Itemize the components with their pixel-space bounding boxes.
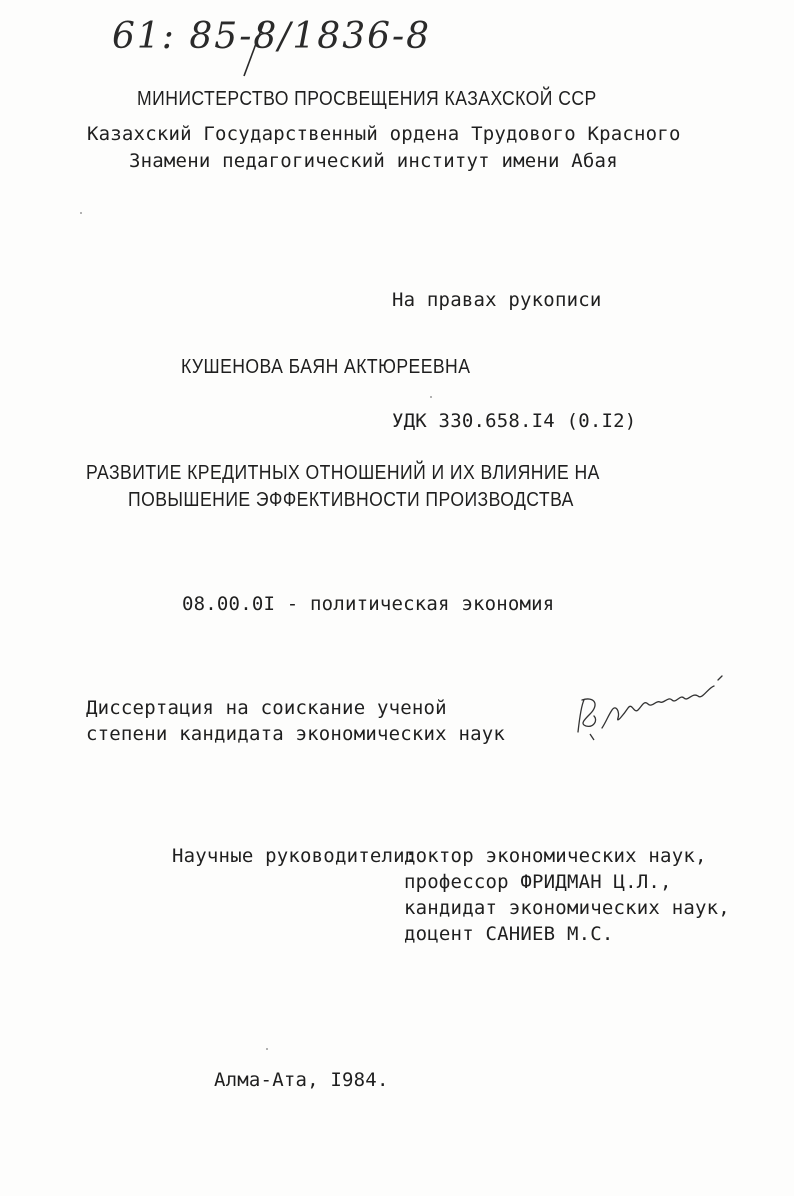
archive-code: 61: 85-8/1836-8: [112, 16, 432, 57]
supervisor-line-4: доцент САНИЕВ М.С.: [404, 923, 614, 945]
supervisor-line-1: доктор экономических наук,: [404, 845, 707, 867]
author-name: КУШЕНОВА БАЯН АКТЮРЕЕВНА: [181, 356, 471, 378]
supervisors-label: Научные руководители:: [172, 845, 417, 867]
supervisor-line-2: профессор ФРИДМАН Ц.Л.,: [404, 871, 672, 893]
title-line-1: РАЗВИТИЕ КРЕДИТНЫХ ОТНОШЕНИЙ И ИХ ВЛИЯНИЕ НА: [86, 462, 600, 484]
title-line-2: ПОВЫШЕНИЕ ЭФФЕКТИВНОСТИ ПРОИЗВОДСТВА: [128, 489, 574, 511]
scan-speck: [80, 212, 82, 214]
ministry-name: МИНИСТЕРСТВО ПРОСВЕЩЕНИЯ КАЗАХСКОЙ ССР: [137, 88, 597, 110]
rights-note: На правах рукописи: [392, 289, 602, 311]
specialty: 08.00.0I - политическая экономия: [182, 593, 555, 615]
dissertation-line-2: степени кандидата экономических наук: [86, 723, 506, 745]
place-year: Алма-Ата, I984.: [214, 1069, 389, 1091]
institute-line-2: Знамени педагогический институт имени Абая: [129, 150, 618, 172]
archive-code-slash: [238, 20, 268, 78]
dissertation-line-1: Диссертация на соискание ученой: [86, 697, 447, 719]
signature: [572, 674, 732, 744]
udc-code: УДК 330.658.I4 (0.I2): [392, 410, 637, 432]
institute-line-1: Казахский Государственный ордена Трудового Красного: [87, 123, 681, 145]
scan-speck: [266, 1048, 268, 1050]
signature-scribble: [572, 674, 732, 744]
scan-speck: [430, 396, 432, 398]
supervisor-line-3: кандидат экономических наук,: [404, 897, 730, 919]
